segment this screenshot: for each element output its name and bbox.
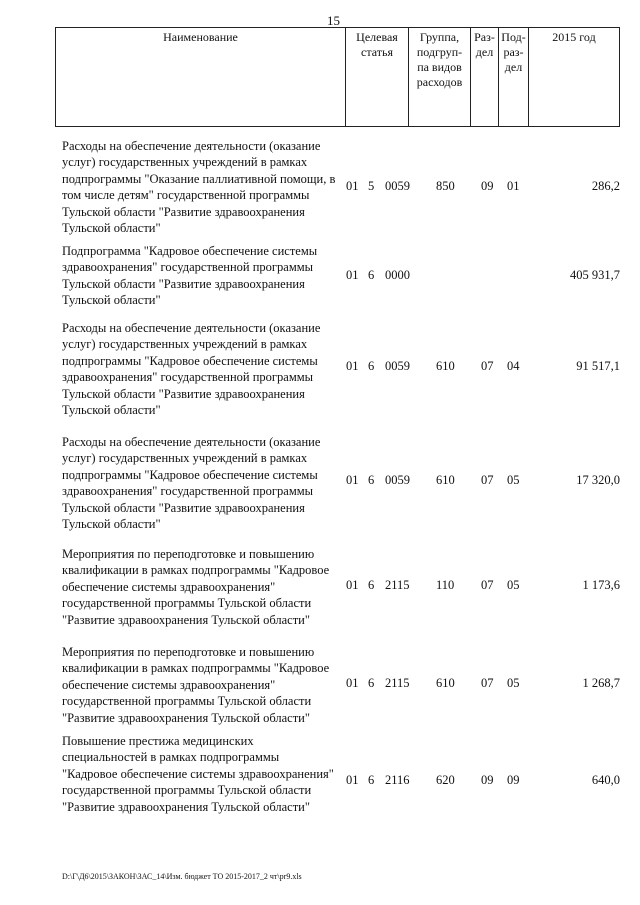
table-row [62, 546, 620, 628]
header-group: Группа, подгруп- па видов расходов [408, 28, 470, 126]
row-section: 07 [481, 359, 494, 373]
row-section: 09 [481, 773, 494, 787]
row-code: 2115 [385, 676, 410, 690]
row-group: 610 [436, 473, 455, 487]
row-code: 0059 [385, 473, 410, 487]
row-group: 620 [436, 773, 455, 787]
row-subprogram: 6 [368, 773, 375, 787]
row-group: 610 [436, 359, 455, 373]
row-amount: 405 931,7 [570, 268, 620, 282]
row-amount: 17 320,0 [576, 473, 620, 487]
row-program: 01 [346, 773, 359, 787]
table-row [62, 644, 620, 726]
table-row [62, 320, 620, 416]
row-program: 01 [346, 359, 359, 373]
row-program: 01 [346, 179, 359, 193]
row-program: 01 [346, 268, 359, 282]
row-code: 0059 [385, 359, 410, 373]
row-amount: 1 268,7 [582, 676, 620, 690]
file-path-footer: D:\Г\Д6\2015\ЗАКОН\ЗАС_14\Изм. бюджет ТО 2015-2017_2 чт\pr9.xls [62, 872, 302, 881]
row-subprogram: 6 [368, 359, 375, 373]
row-subsection: 05 [507, 473, 520, 487]
row-name: Мероприятия по переподготовке и повышению квалификации в рамках подпрограммы "Кадровое обеспечение системы здравоохранения" государственной программы Тульской области "Развитие здравоохранения Тульской области" [62, 645, 330, 725]
row-name: Расходы на обеспечение деятельности (оказание услуг) государственных учреждений в рамках подпрограммы "Оказание паллиативной помощи, в том числе детям" государственной программы Тульской области "Развитие здравоохранения Тульской области" [62, 139, 336, 236]
row-program: 01 [346, 473, 359, 487]
table-row [62, 138, 620, 234]
row-program: 01 [346, 676, 359, 690]
row-section: 07 [481, 473, 494, 487]
row-amount: 640,0 [591, 773, 620, 787]
row-section: 09 [481, 179, 494, 193]
table-row [62, 733, 620, 829]
header-section: Раз- дел [470, 28, 498, 126]
row-subprogram: 6 [368, 578, 375, 592]
row-amount: 286,2 [591, 179, 620, 193]
row-group: 110 [436, 578, 455, 592]
row-subprogram: 5 [368, 179, 375, 193]
row-section: 07 [481, 676, 494, 690]
row-code: 2115 [385, 578, 410, 592]
row-subsection: 05 [507, 676, 520, 690]
header-subsection: Под- раз- дел [498, 28, 528, 126]
table-row [62, 434, 620, 530]
row-amount: 1 173,6 [582, 578, 620, 592]
table-header [55, 27, 620, 127]
row-group: 850 [436, 179, 455, 193]
row-group: 610 [436, 676, 455, 690]
row-code: 0059 [385, 179, 410, 193]
table-row [62, 243, 620, 309]
row-subprogram: 6 [368, 676, 375, 690]
row-name: Повышение престижа медицинских специальностей в рамках подпрограммы "Кадровое обеспечение системы здравоохранения" государственной программы Тульской области "Развитие здравоохранения Тульской области" [62, 734, 334, 814]
row-subsection: 04 [507, 359, 520, 373]
row-code: 0000 [385, 268, 410, 282]
row-subsection: 01 [507, 179, 520, 193]
row-program: 01 [346, 578, 359, 592]
row-name: Расходы на обеспечение деятельности (оказание услуг) государственных учреждений в рамках подпрограммы "Кадровое обеспечение системы здравоохранения" государственной программы Тульской области "Развитие здравоохранения Тульской области" [62, 321, 321, 418]
row-subprogram: 6 [368, 473, 375, 487]
row-subsection: 05 [507, 578, 520, 592]
row-name: Подпрограмма "Кадровое обеспечение системы здравоохранения" государственной программы Тульской области "Развитие здравоохранения Тульской области" [62, 244, 318, 308]
row-amount: 91 517,1 [576, 359, 620, 373]
header-year: 2015 год [528, 28, 619, 126]
row-code: 2116 [385, 773, 410, 787]
row-name: Расходы на обеспечение деятельности (оказание услуг) государственных учреждений в рамках подпрограммы "Кадровое обеспечение системы здравоохранения" государственной программы Тульской области "Развитие здравоохранения Тульской области" [62, 435, 321, 532]
header-target: Целевая статья [345, 28, 408, 126]
row-subsection: 09 [507, 773, 520, 787]
row-name: Мероприятия по переподготовке и повышению квалификации в рамках подпрограммы "Кадровое обеспечение системы здравоохранения" государственной программы Тульской области "Развитие здравоохранения Тульской области" [62, 547, 330, 627]
row-subprogram: 6 [368, 268, 375, 282]
page-number: 15 [327, 13, 340, 28]
row-section: 07 [481, 578, 494, 592]
header-name: Наименование [163, 30, 238, 44]
